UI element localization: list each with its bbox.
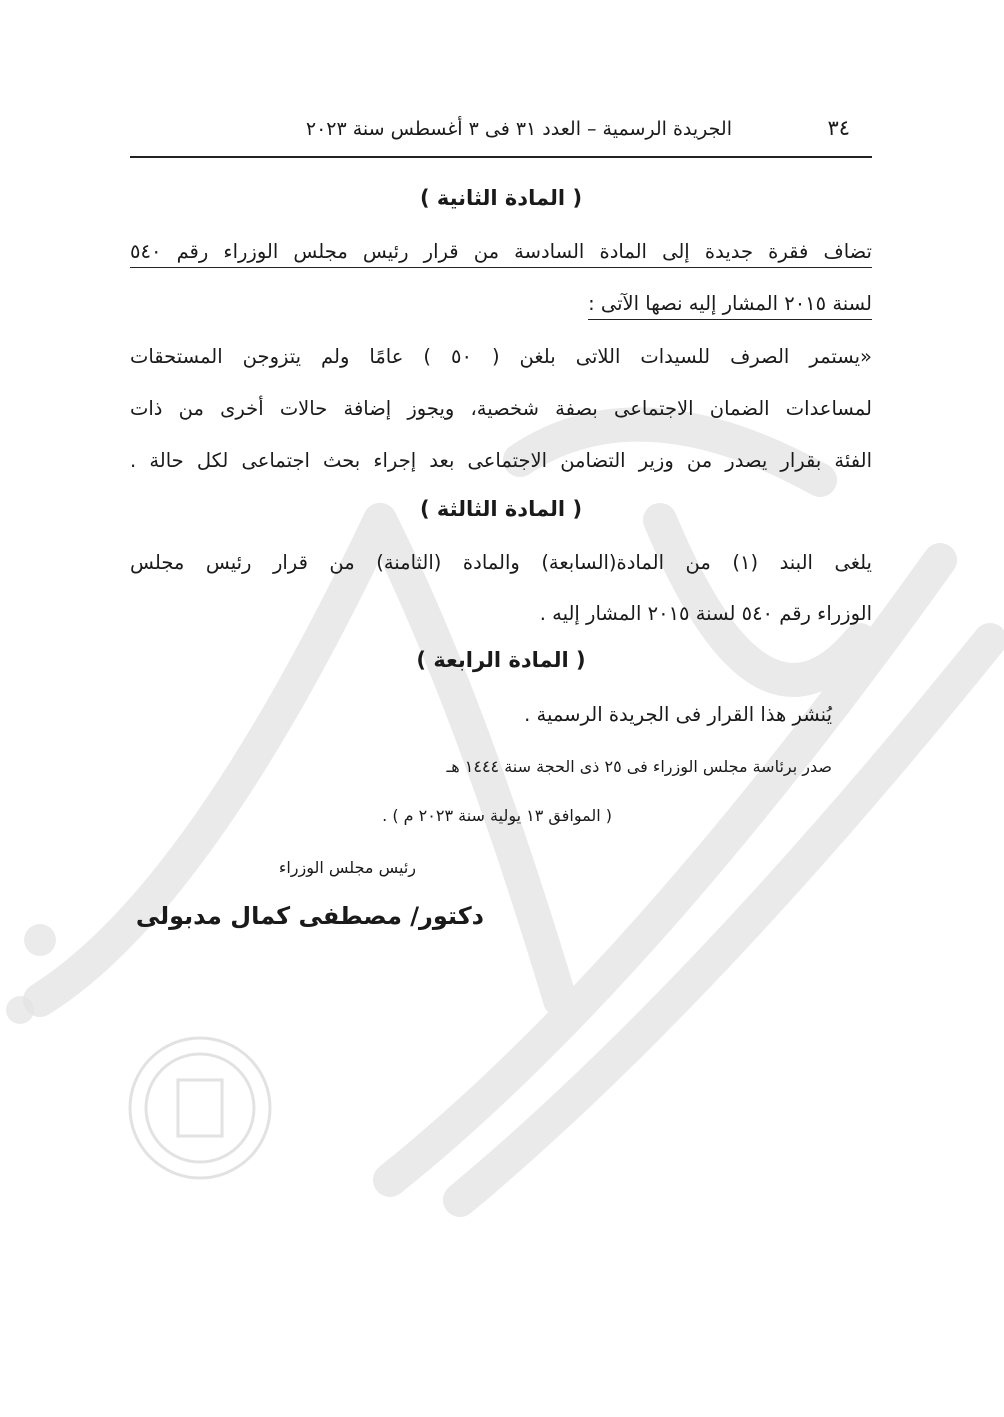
- article-2-line-2-text: لسنة ٢٠١٥ المشار إليه نصها الآتى :: [588, 292, 872, 320]
- article-2-line-1-wrap: [130, 240, 872, 268]
- article-2-line-1: تضاف فقرة جديدة إلى المادة السادسة من قرار رئيس مجلس الوزراء رقم ٥٤٠: [130, 240, 872, 268]
- issued-wrap: [130, 757, 872, 776]
- article-4-heading: ( المادة الرابعة ): [416, 648, 586, 672]
- article-3-line-1-wrap: [130, 551, 872, 574]
- corresponding-date: ( الموافق ١٣ يولية سنة ٢٠٢٣ م ) .: [382, 806, 612, 825]
- article-2-line-4: لمساعدات الضمان الاجتماعى بصفة شخصية، ويجوز إضافة حالات أخرى من ذات: [130, 397, 872, 420]
- article-2-line-2-wrap: [130, 292, 872, 315]
- signature-role: رئيس مجلس الوزراء: [278, 858, 416, 877]
- article-2-line-2: [130, 292, 872, 315]
- article-2-line-3-wrap: [130, 345, 872, 368]
- page-header: [130, 112, 872, 152]
- article-4-line-1-wrap: [130, 703, 872, 726]
- corresponding-wrap: [130, 806, 872, 825]
- article-2-heading-wrap: [130, 186, 872, 210]
- article-4-heading-wrap: [130, 648, 872, 672]
- signature-name: دكتور/ مصطفى كمال مدبولى: [135, 902, 484, 930]
- signature-name-wrap: [130, 902, 872, 930]
- article-3-heading-wrap: [130, 497, 872, 521]
- gazette-title: الجريدة الرسمية – العدد ٣١ فى ٣ أغسطس سنة ٢٠٢٣: [305, 118, 732, 140]
- article-3-line-2-wrap: [130, 602, 872, 625]
- article-2-line-4-wrap: [130, 397, 872, 420]
- article-3-line-2: الوزراء رقم ٥٤٠ لسنة ٢٠١٥ المشار إليه .: [539, 602, 872, 625]
- article-3-heading: ( المادة الثالثة ): [419, 497, 583, 521]
- article-3-line-1: يلغى البند (١) من المادة(السابعة) والمادة (الثامنة) من قرار رئيس مجلس: [130, 551, 872, 574]
- article-2-line-5: الفئة بقرار يصدر من وزير التضامن الاجتماعى بعد إجراء بحث اجتماعى لكل حالة .: [130, 449, 872, 472]
- article-2-heading: ( المادة الثانية ): [419, 186, 583, 210]
- article-2-line-3: «يستمر الصرف للسيدات اللاتى بلغن ( ٥٠ ) عامًا ولم يتزوجن المستحقات: [130, 345, 872, 368]
- header-divider: [130, 156, 872, 158]
- page-number: ٣٤: [827, 116, 850, 140]
- article-4-line-1: يُنشر هذا القرار فى الجريدة الرسمية .: [524, 703, 832, 726]
- signature-role-wrap: [130, 858, 872, 877]
- issued-date: صدر برئاسة مجلس الوزراء فى ٢٥ ذى الحجة سنة ١٤٤٤ هـ: [446, 757, 832, 776]
- emblem-seal: [130, 1038, 270, 1178]
- article-2-line-5-wrap: [130, 449, 872, 472]
